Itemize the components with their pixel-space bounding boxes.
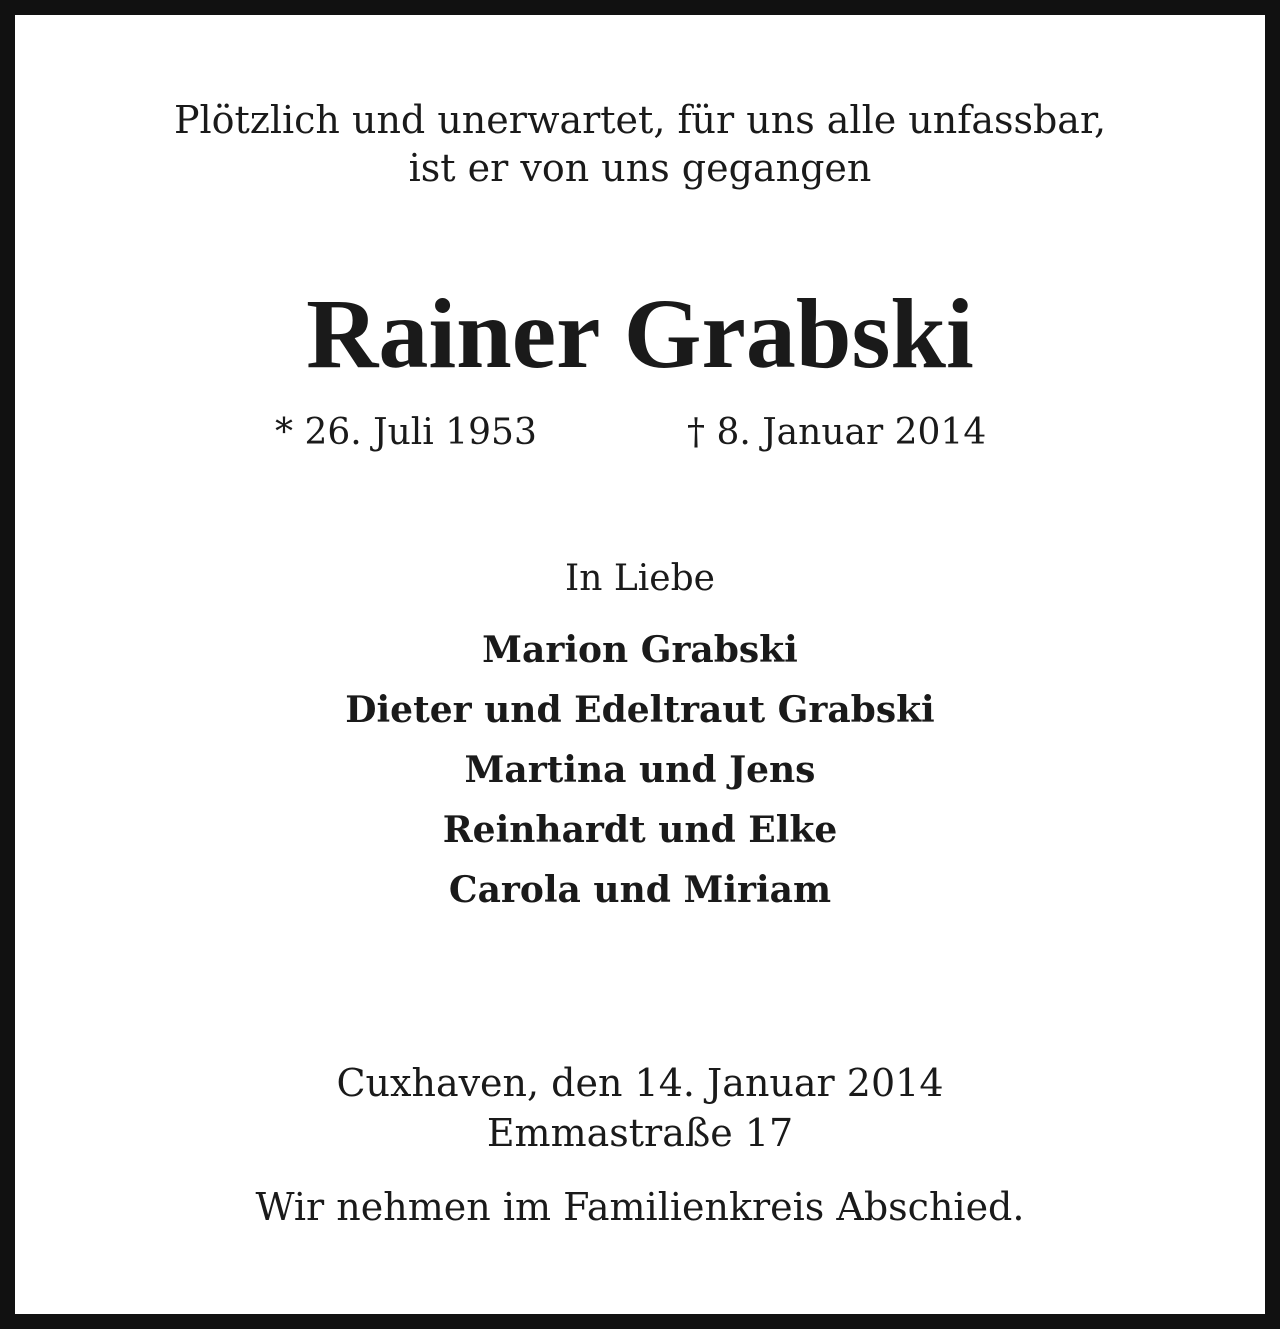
death-date: † 8. Januar 2014: [687, 412, 987, 453]
mourner-name: Dieter und Edeltraut Grabski: [345, 689, 935, 731]
deceased-name: Rainer Grabski: [306, 278, 974, 389]
birth-date: * 26. Juli 1953: [275, 412, 537, 453]
intro-line-1: Plötzlich und unerwartet, für uns alle unfassbar,: [173, 98, 1107, 142]
farewell-note: Wir nehmen im Familienkreis Abschied.: [255, 1185, 1025, 1229]
mourner-name: Reinhardt und Elke: [442, 809, 838, 851]
mourner-name: Marion Grabski: [482, 629, 798, 671]
intro-line-2: ist er von uns gegangen: [408, 146, 872, 190]
mourner-name: Carola und Miriam: [448, 869, 832, 911]
in-love-label: In Liebe: [565, 558, 715, 599]
place-and-date: Cuxhaven, den 14. Januar 2014: [336, 1061, 944, 1105]
mourner-name: Martina und Jens: [464, 749, 816, 791]
address: Emmastraße 17: [486, 1111, 794, 1155]
